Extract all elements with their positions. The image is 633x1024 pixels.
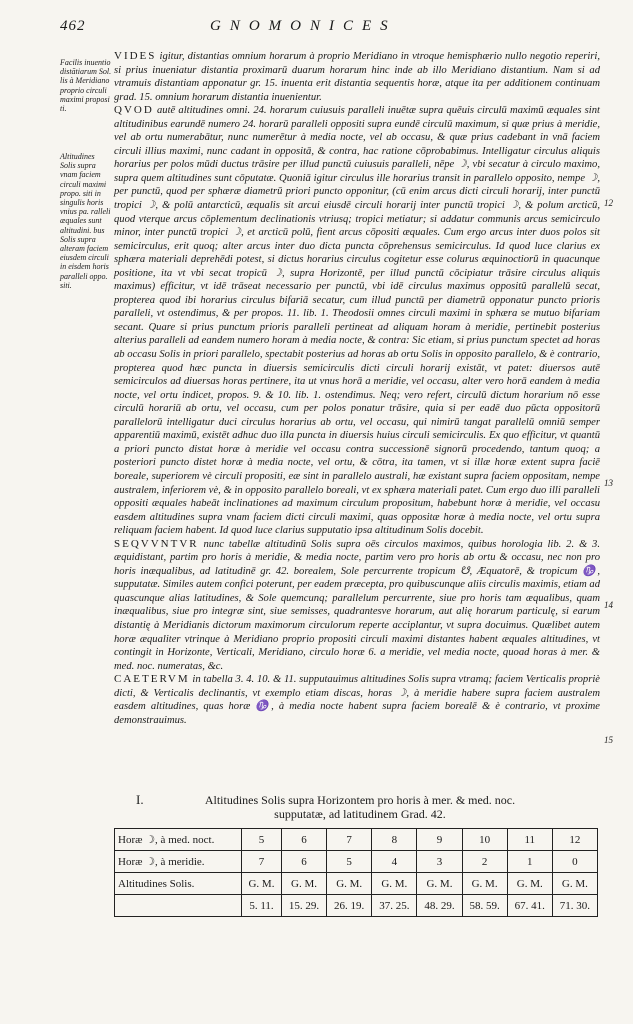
row-label: Horæ ☽, à med. noct. — [115, 829, 242, 851]
table-cell: G. M. — [552, 873, 597, 895]
table-caption-line: Altitudines Solis supra Horizontem pro horis à mer. & med. noc. — [204, 793, 516, 807]
paragraph-lead: CAETERVM — [114, 673, 190, 686]
side-number: 13 — [604, 478, 613, 488]
table-cell: 0 — [552, 851, 597, 873]
paragraph-lead: QVOD — [114, 104, 154, 117]
paragraph-1 — [114, 50, 600, 104]
table-cell: 26. 19. — [327, 895, 372, 917]
table-cell: 71. 30. — [552, 895, 597, 917]
row-label: Altitudines Solis. — [115, 873, 242, 895]
paragraph-2 — [114, 104, 600, 538]
table-cell: 58. 59. — [462, 895, 507, 917]
table-cell: 6 — [281, 829, 326, 851]
table-cell: 48. 29. — [417, 895, 462, 917]
paragraph-text: nunc tabellæ altitudinū Solis supra oēs circulos maximos, quibus horologia lib. 2. & 3. æquidistant, partim pro horis à meridie, & media nocte, partim vero pro horis ab ortu & occasu, nec non pro horis inæqualibus, ad latitudinē gr. 42. borealem, Sole percurrente tropicum ☋, Æquatorē, & tropicum ♑, supputatæ. Similes autem confici poterunt, per eadem præcepta, pro quibuscunque aliis circulis maximis, etiam ad quascunque alias latitudines, & Sole quemcunq; parallelum percurrente, siue pro horis tam æqualibus, quam inæqualibus, siue pro integræ sint, siue semisses, quadrantesve horarum, aut alię horarum particulę, si earum distantię à Meridianis dictorum maximorum circulorum reperte acciplantur, vt supra docuimus. Quælibet autem horæ æqualiter vtrinque à Meridiano proprio propositi circuli maximi distantes habent æquales altitudines, vt contingit in Horizonte, Verticali, Meridiano, circulo horæ 6. a meridie, vel media nocte, quoad horas à mer. & med. noc. numeratas, &c. — [114, 538, 600, 672]
table-cell: 7 — [327, 829, 372, 851]
table-cell: G. M. — [462, 873, 507, 895]
table-cell: G. M. — [507, 873, 552, 895]
table-cell: 5 — [327, 851, 372, 873]
page-header — [60, 18, 620, 40]
body-text — [114, 50, 600, 727]
side-number: 14 — [604, 600, 613, 610]
table-caption-line: supputatæ, ad latitudinem Grad. 42. — [274, 807, 446, 821]
paragraph-text: in tabella 3. 4. 10. & 11. supputauimus altitudines Solis supra vtramq; faciem Verticalis propriè dicti, & Verticalis declinantis, vt exemplo etiam discas, horas ☽, à meridie habere supra faciem australem easdem altitudines, quas horæ ♑, à media nocte habent supra faciem borealē & è contrario, vt proxime demonstrauimus. — [114, 674, 600, 726]
table-cell: G. M. — [417, 873, 462, 895]
paragraph-text: autē altitudines omni. 24. horarum cuiusuis paralleli inuētæ supra quēuis circulū maximū æquales sint altitudinibus earundē numero 24. horarū paralleli oppositi supra eundē circulū maximum, si quæ prius à meridie, vel ab ortu numerabātur, nunc numerētur à media nocte, vel ab occasu, & quæ prius cadebant in vnā faciem circuli illius maximi, nunc cadant in oppositā, & contra, hac ratione cōprobabimus. Intelligatur circulus aliquis horarius per polos mūdi ductus trāsire per illud punctū cuiusuis paralleli, nēpe ☽, vbi secatur à circulo maximo, supra quem altitudines sunt cōputatæ. Quoniā igitur circulus ille horarius transit in parallelo opposito, nempe ☽, per punctū, quod per sphæræ diametrū priori puncto opponitur, (cū enim arcus dicti circuli horarij, inter punctū tropici ☽, & polū antarcticū, æqualis sit arcui eiusdē circuli horarij inter punctū tropici ☽, & polum arcticū, quod vterque arcus cōplementum declinationis vtriusq; tropici metiatur; si addatur communis arcus semicirculo minor, inter punctū tropici ☽, et arcticū polū, fient arcus cōpositi æquales. Cum ergo arcus inter duos polos sit semicirculus, erit quoq; alter arcus inter duo dicta puncta cōprehensus semicirculus. Id quod luce clarius ex sphæra materiali deprehēdi potest, si dictus horarius circulus cogitetur esse colurus æquinoctiorū in quacunque positione, ita vt vbi secat tropicū ☽, supra Horizontē, per illud punctū cōcipiatur trāsire circulus aliquis maximus) efficitur, vt idē trāseat necessario per punctū, vbi idē circulus maximus oppositū parallelū secat, propterea quod ibi horarius circulus bifariā secatur, cum illud punctū per diametrū opponatur puncto prioris paralleli, vt ostendimus, & per propos. 11. lib. 1. Theodosii omnes circuli maximi in sphæra se mutuo bifariam secant. Quare si prius punctum prioris paralleli pertineat ad aliquam horam à meridie, pertinebit posterius alterius paralleli ad eandem numero horam à media nocte, & contra: Sic etiam, si prius punctum spectet ad horas ab occasu Solis in priori parallelo, spectabit posterius ad horas ab ortu Solis in opposito parallelo, & è contrario, propterea quod hæc puncta in diuersis semicirculis dicti circuli horarij existāt, vt patet: diuersos autē semicirculos ad diuersas horas pertinere, ita ut vnus horā a meridie, vel occasu, alter vero horā eandem à media nocte, vel ortu indicet, propos. 9. & 10. lib. 1. ostendimus. Neq; vero refert, circulū dictum horarium nō esse circulū horariū ab ortu, vel occasu, cum per polos ponatur trāsire, quia si per eadē duo pūcta oppositorū parallelorū intelligatur duci circulus horarius ab ortu, vel occasu, qui nimirū tangat parallelū omniū semper apparentiū maximū, existēt adhuc duo illa puncta in diuersis huius circuli semicirculis. Ex quo efficitur, vt quantū a priori puncto distat horæ à meridie vel occasu contra successionē signorū procedendo, tantum quoq; a posteriori puncto distet horæ à media nocte, vel ortu, & cōtra, ita tamen, vt si illæ horæ extent supra faciē boreale, superiorem vè circuli propositi, eæ sint in parallelo australi, hæ existant supra faciem oppositam, nempe australem, inferiorem vè, & in opposito parallelo boreali, vt ex sphæra materiali patet. Cum ergo duo illi paralleli oppositi æquales habeāt inclinationes ad maximum circulum propositum, habebunt horæ à meridie, vel occasu easdem altitudines supra vnam faciem dicti circuli maximi, quas oppositæ horæ à media nocte, vel ortu supra reliquam faciem habent. Id quod luce clarius supputatio ipsa altitudinum Solis docebit. — [114, 105, 600, 537]
table-cell: 2 — [462, 851, 507, 873]
table-cell: G. M. — [242, 873, 282, 895]
paragraph-text: igitur, distantias omnium horarum à proprio Meridiano in vtroque hemisphærio nullo negotio reperiri, si prius inueniatur distantia proximarū duarum horarum hinc inde ab illo Meridiano distantium. Nam si ad vtramuis distantiam apponatur gr. 15. inuenta erit distantia sequentis horæ, atque ita per additionem continuam grad. 15. omnium horarum distantia inuenientur. — [114, 51, 600, 103]
table-cell: 4 — [372, 851, 417, 873]
altitude-table — [114, 828, 598, 917]
margin-note-1: Facilis inuentio distātiarum Sol. lis à Meridiano proprio circuli maximi proposi ti. — [60, 58, 112, 114]
paragraph-3 — [114, 538, 600, 673]
paragraph-lead: VIDES — [114, 50, 157, 62]
table-cell: G. M. — [281, 873, 326, 895]
row-label: Horæ ☽, à meridie. — [115, 851, 242, 873]
altitude-table-grid — [114, 828, 598, 917]
table-cell: 5 — [242, 829, 282, 851]
table-row — [115, 895, 598, 917]
table-cell: 15. 29. — [281, 895, 326, 917]
table-cell: 1 — [507, 851, 552, 873]
table-cell: 9 — [417, 829, 462, 851]
page-number: 462 — [60, 18, 86, 34]
running-head: GNOMONICES — [210, 18, 397, 34]
table-cell: 37. 25. — [372, 895, 417, 917]
table-cell: G. M. — [327, 873, 372, 895]
table-cell: 7 — [242, 851, 282, 873]
table-cell: 3 — [417, 851, 462, 873]
table-cell: 10 — [462, 829, 507, 851]
table-row — [115, 851, 598, 873]
side-number: 12 — [604, 198, 613, 208]
table-cell: 8 — [372, 829, 417, 851]
table-number: I. — [136, 792, 144, 807]
side-number: 15 — [604, 735, 613, 745]
margin-note-2: Altitudines Solis supra vnam faciem circuli maximi propo. siti in singulis horis vnius pa. ralleli æquales sunt altitudini. bus Solis supra alteram faciem eiusdem circuli in eisdem horis paralleli oppo. siti. — [60, 152, 111, 290]
paragraph-4 — [114, 673, 600, 727]
table-cell: 67. 41. — [507, 895, 552, 917]
table-caption — [110, 793, 610, 821]
row-label — [115, 895, 242, 917]
table-cell: G. M. — [372, 873, 417, 895]
table-cell: 11 — [507, 829, 552, 851]
table-row — [115, 873, 598, 895]
table-cell: 12 — [552, 829, 597, 851]
paragraph-lead: SEQVVNTVR — [114, 537, 199, 550]
table-row — [115, 829, 598, 851]
table-cell: 5. 11. — [242, 895, 282, 917]
table-cell: 6 — [281, 851, 326, 873]
